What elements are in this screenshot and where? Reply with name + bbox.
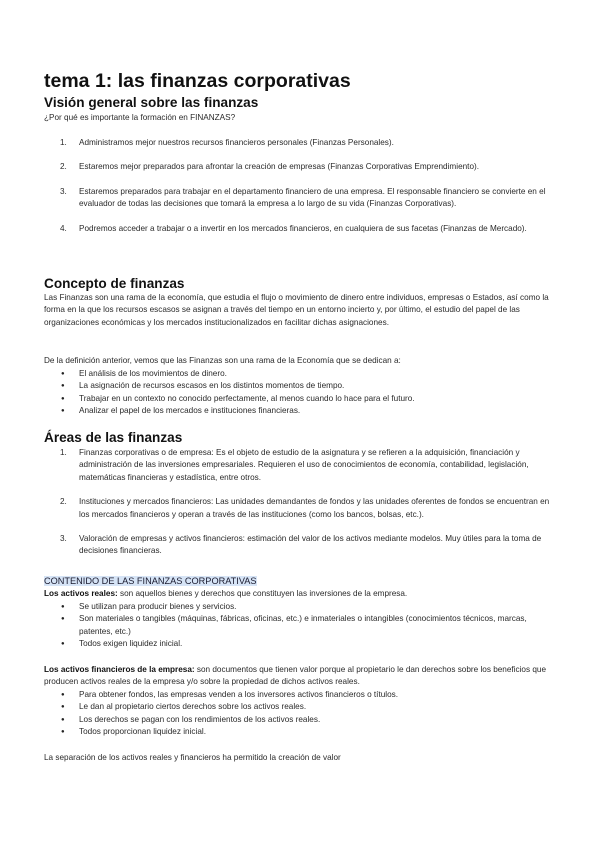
list-item: ● Le dan al propietario ciertos derechos sobre los activos reales. — [60, 701, 540, 713]
contenido-heading: CONTENIDO DE LAS FINANZAS CORPORATIVAS — [44, 576, 257, 586]
list-item: ● Trabajar en un contexto no conocido perfectamente, al menos cuando lo hace para el futuro. — [60, 393, 540, 405]
activos-reales-paragraph: Los activos reales: son aquellos bienes y derechos que constituyen las inversiones de la empresa. — [44, 589, 408, 598]
list-item: 2. Estaremos mejor preparados para afrontar la creación de empresas (Finanzas Corporativas Emprendimiento). — [60, 162, 480, 172]
list-item: ● Se utilizan para producir bienes y servicios. — [60, 601, 540, 613]
list-item: 3. Valoración de empresas y activos financieros: estimación del valor de los activos mediante modelos. Muy útiles para la toma de decisiones financieras. — [60, 534, 542, 556]
list-item: ● Analizar el papel de los mercados e instituciones financieras. — [60, 405, 540, 417]
closing-paragraph: La separación de los activos reales y financieros ha permitido la creación de valor — [44, 753, 341, 762]
definicion-paragraph: De la definición anterior, vemos que las Finanzas son una rama de la Economía que se dedican a: — [44, 356, 401, 365]
finanzas-bullets — [60, 368, 540, 418]
heading-vision-general: Visión general sobre las finanzas — [44, 95, 259, 110]
list-item: ● El análisis de los movimientos de dinero. — [60, 368, 540, 380]
areas-list — [60, 447, 550, 558]
heading-concepto: Concepto de finanzas — [44, 276, 185, 291]
list-item: ● Todos exigen liquidez inicial. — [60, 638, 540, 650]
concepto-paragraph: Las Finanzas son una rama de la economía, que estudia el flujo o movimiento de dinero entre individuos, empresas o Estados, así como la forma en la que los recursos escasos se asignan a través del tiempo en un entorno incierto y, por último, el estudio del papel de las organizaciones económicas y los mercados institucionalizados en facilitar dichas asignaciones. — [44, 293, 549, 327]
list-item: ● Son materiales o tangibles (máquinas, fábricas, oficinas, etc.) e inmateriales o intangibles (conocimientos técnicos, marcas, patentes, etc.) — [60, 613, 540, 638]
list-item: 1. Administramos mejor nuestros recursos financieros personales (Finanzas Personales). — [60, 138, 394, 147]
reasons-list — [60, 137, 550, 235]
heading-areas: Áreas de las finanzas — [44, 430, 183, 445]
list-item: ● Todos proporcionan liquidez inicial. — [60, 726, 540, 738]
question-text: ¿Por qué es importante la formación en FINANZAS? — [44, 113, 236, 122]
list-item: 4. Podremos acceder a trabajar o a invertir en los mercados financieros, en cualquiera de sus facetas (Finanzas de Mercado). — [60, 223, 527, 233]
list-item: ● Para obtener fondos, las empresas venden a los inversores activos financieros o títulos. — [60, 689, 540, 701]
activos-financieros-bullets — [60, 689, 540, 739]
list-item: 2. Instituciones y mercados financieros: Las unidades demandantes de fondos y las unidades oferentes de fondos se encuentran en los mercados financieros y operan a través de las instituciones (como los bancos, bolsas, etc.). — [60, 497, 550, 519]
list-item: 3. Estaremos preparados para trabajar en el departamento financiero de una empresa. El responsable financiero se convierte en el evaluador de todas las decisiones que tomará la empresa a lo largo de su vida (Finanzas Corporativas). — [60, 186, 546, 209]
list-item: ● Los derechos se pagan con los rendimientos de los activos reales. — [60, 714, 540, 726]
list-item: 1. Finanzas corporativas o de empresa: Es el objeto de estudio de la asignatura y se refieren a la adquisición, financiación y administración de las inversiones empresariales. Requieren el uso de conocimientos de economía, contabilidad, legislación, matemáticas financieras y estadística, entre otros. — [60, 448, 529, 482]
page-title: tema 1: las finanzas corporativas — [44, 70, 351, 92]
activos-reales-bullets — [60, 601, 540, 651]
activos-financieros-paragraph: Los activos financieros de la empresa: son documentos que tienen valor porque al propietario le dan derechos sobre los beneficios que producen activos reales de la empresa y/o sobre la propiedad de dichos activos reales. — [44, 665, 547, 687]
list-item: ● La asignación de recursos escasos en los distintos momentos de tiempo. — [60, 380, 540, 392]
